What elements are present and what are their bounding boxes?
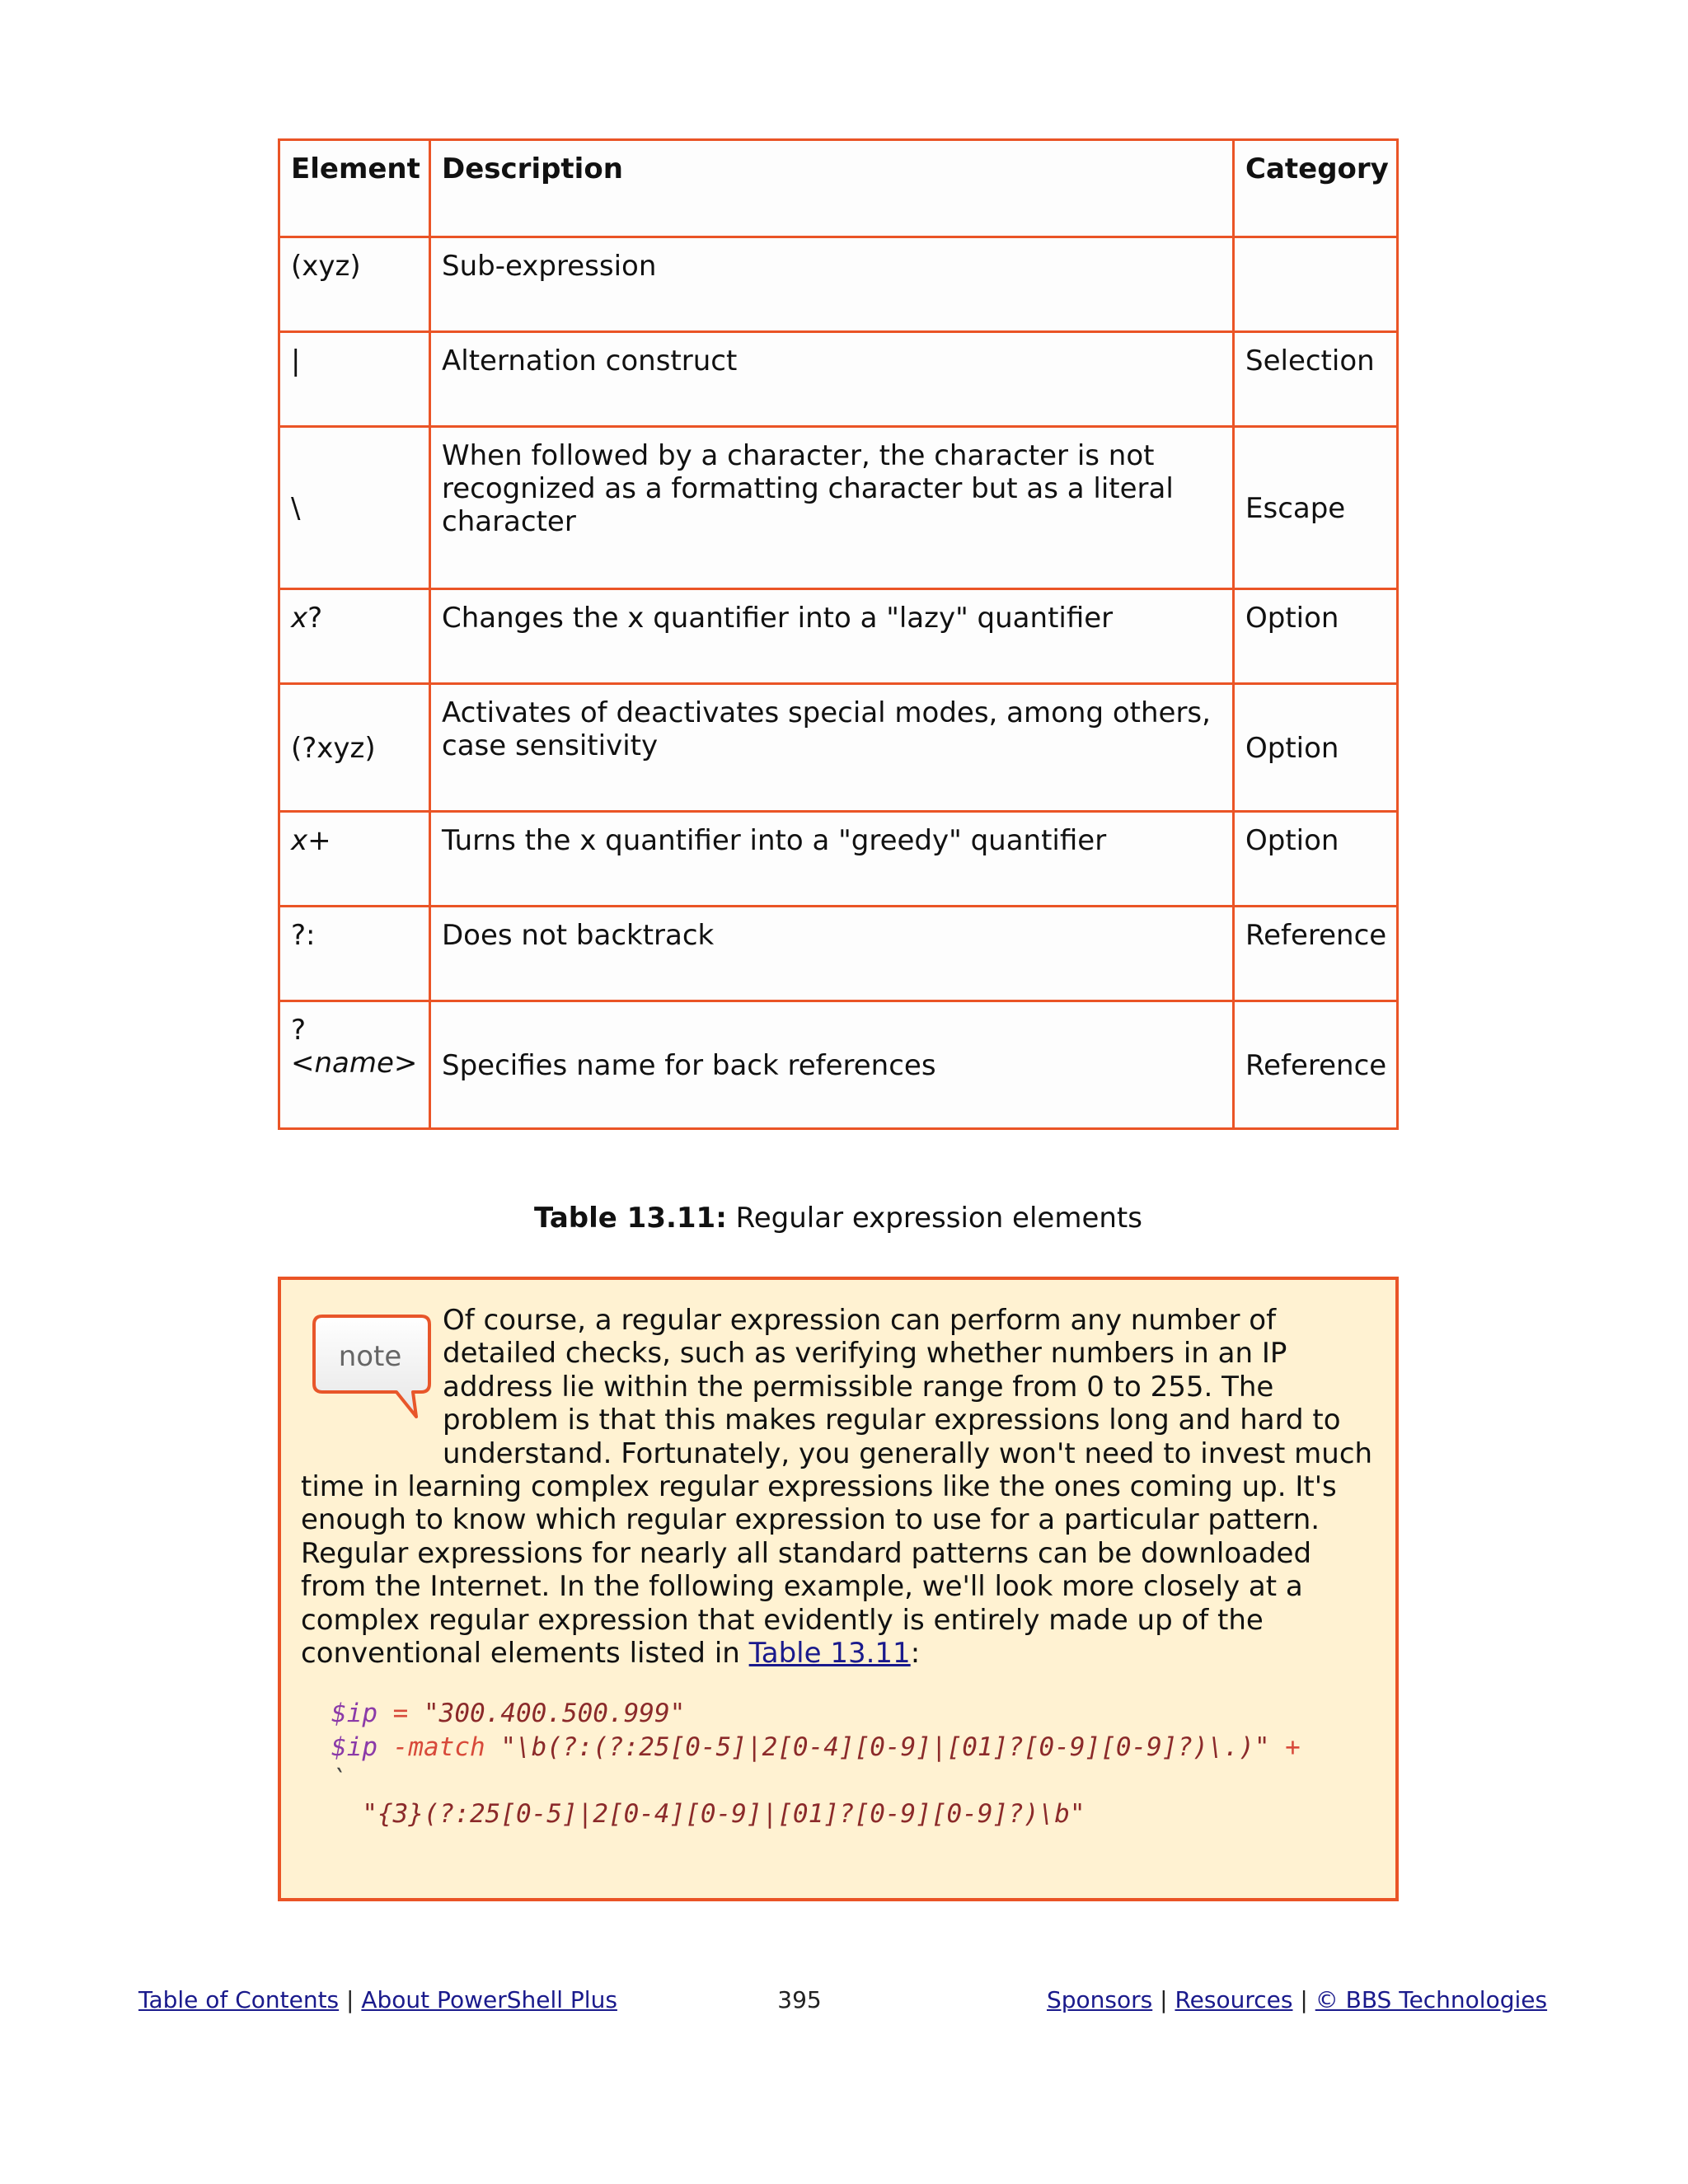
cell-description: Changes the x quantifier into a "lazy" quantifier (430, 589, 1234, 684)
cell-element: \ (279, 427, 430, 589)
table-header-row (279, 140, 1398, 237)
cell-element: (xyz) (279, 237, 430, 332)
regex-elements-table (278, 138, 1399, 1130)
table-row (279, 237, 1398, 332)
code-op: + (1269, 1732, 1301, 1762)
table-row (279, 1001, 1398, 1129)
note-paragraph (301, 1304, 1381, 1670)
footer-separator: | (1152, 1986, 1175, 2013)
cell-category: Option (1234, 684, 1398, 812)
code-string: "{3}(?:25[0-5]|2[0-4][0-9]|[01]?[0-9][0-9]?)\b" (331, 1798, 1085, 1829)
cell-description: Does not backtrack (430, 907, 1234, 1001)
cell-category: Reference (1234, 907, 1398, 1001)
cell-element (279, 589, 430, 684)
code-string: "\b(?:(?:25[0-5]|2[0-4][0-9]|[01]?[0-9][0-9]?)\.)" (500, 1732, 1270, 1762)
header-element: Element (279, 140, 430, 237)
cell-category: Reference (1234, 1001, 1398, 1129)
cell-element (279, 812, 430, 907)
code-block (331, 1697, 1301, 1830)
element-rest: + (307, 824, 331, 857)
code-var: $ip (331, 1699, 377, 1728)
page-number: 395 (777, 1986, 822, 2013)
cell-description: Turns the x quantifier into a "greedy" quantifier (430, 812, 1234, 907)
sponsors-link[interactable]: Sponsors (1047, 1986, 1153, 2013)
cell-category: Option (1234, 589, 1398, 684)
cell-description: Specifies name for back references (430, 1001, 1234, 1129)
caption-text: Regular expression elements (726, 1202, 1142, 1235)
cell-category: Selection (1234, 332, 1398, 427)
code-string: "300.400.500.999" (424, 1699, 686, 1728)
note-body-end: : (910, 1637, 921, 1671)
code-continuation: ` (331, 1765, 347, 1795)
cell-description: Activates of deactivates special modes, among others, case sensitivity (430, 684, 1234, 812)
table-row (279, 684, 1398, 812)
footer-separator: | (1292, 1986, 1315, 2013)
header-category: Category (1234, 140, 1398, 237)
footer-right (1047, 1986, 1547, 2014)
cell-description: Alternation construct (430, 332, 1234, 427)
note-body: Of course, a regular expression can perform any number of detailed checks, such as verifying whether numbers in an IP address lie within the permissible range from 0 to 255. The problem is that this makes regular expressions long and hard to understand. Fortunately, you generally won't need to invest much time in learning complex regular expressions like the ones coming up. It's enough to know which regular expression to use for a particular pattern. Regular expressions for nearly all standard patterns can be downloaded from the Internet. In the following example, we'll look more closely at a complex regular expression that evidently is entirely made up of the conventional elements listed in (301, 1304, 1373, 1671)
footer-separator: | (339, 1986, 362, 2013)
header-description: Description (430, 140, 1234, 237)
caption-label: Table 13.11: (534, 1202, 727, 1235)
cell-category: Escape (1234, 427, 1398, 589)
table-row (279, 427, 1398, 589)
code-var: $ip (331, 1732, 377, 1762)
cell-element: ?: (279, 907, 430, 1001)
element-rest: ? (307, 602, 323, 635)
cell-element: (?xyz) (279, 684, 430, 812)
cell-category: Option (1234, 812, 1398, 907)
resources-link[interactable]: Resources (1175, 1986, 1293, 2013)
code-op: -match (377, 1732, 501, 1762)
footer-left (138, 1986, 617, 2014)
copyright-link[interactable]: © BBS Technologies (1315, 1986, 1548, 2013)
cell-description: When followed by a character, the character is not recognized as a formatting character but as a literal character (430, 427, 1234, 589)
note-box (278, 1277, 1399, 1901)
cell-description: Sub-expression (430, 237, 1234, 332)
table-caption (278, 1202, 1399, 1235)
element-italic: x (291, 602, 308, 635)
table-row (279, 589, 1398, 684)
cell-category (1234, 237, 1398, 332)
table-link[interactable]: Table 13.11 (748, 1637, 911, 1671)
element-text: ? (291, 1014, 307, 1047)
code-op: = (377, 1699, 424, 1728)
table-row (279, 907, 1398, 1001)
cell-element (279, 1001, 430, 1129)
cell-element: | (279, 332, 430, 427)
about-link[interactable]: About PowerShell Plus (361, 1986, 617, 2013)
table-row (279, 332, 1398, 427)
toc-link[interactable]: Table of Contents (138, 1986, 340, 2013)
element-italic: x (291, 824, 308, 857)
element-italic: <name> (291, 1047, 418, 1080)
note-icon-label: note (338, 1340, 402, 1373)
table-row (279, 812, 1398, 907)
